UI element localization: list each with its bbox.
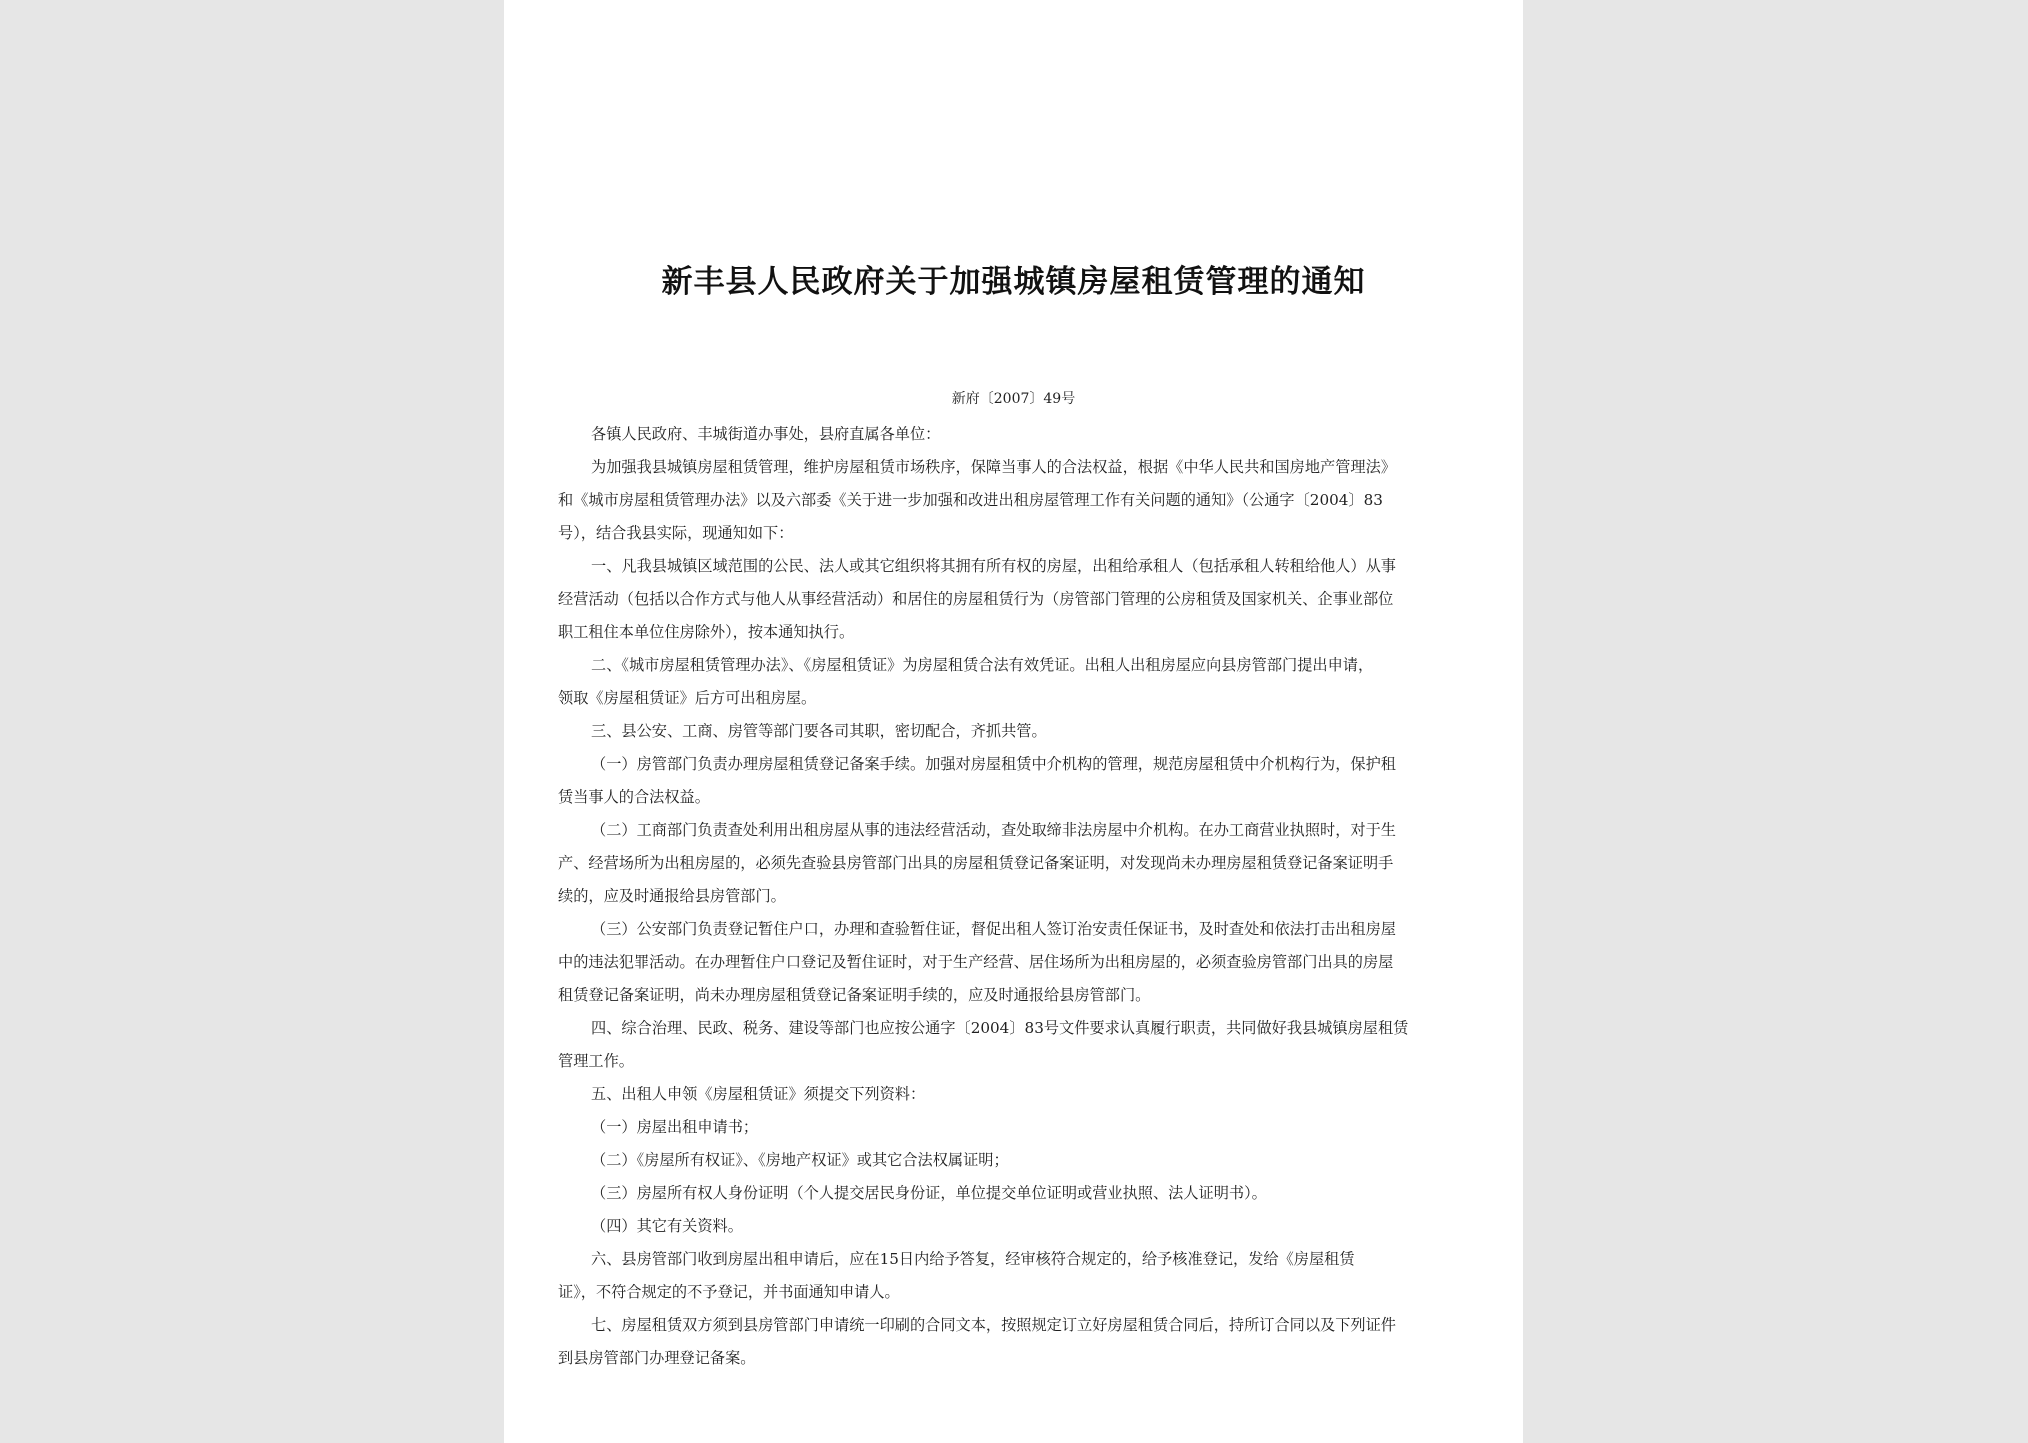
body-line: 为加强我县城镇房屋租赁管理，维护房屋租赁市场秩序，保障当事人的合法权益，根据《中华人民共和国房地产管理法》 [591, 458, 1396, 476]
body-line: （四）其它有关资料。 [591, 1217, 743, 1235]
body-line: （一）房管部门负责办理房屋租赁登记备案手续。加强对房屋租赁中介机构的管理，规范房屋租赁中介机构行为，保护租 [591, 755, 1396, 773]
body-line: 四、综合治理、民政、税务、建设等部门也应按公通字〔2004〕83号文件要求认真履行职责，共同做好我县城镇房屋租赁 [591, 1019, 1409, 1037]
body-line: 租赁登记备案证明，尚未办理房屋租赁登记备案证明手续的，应及时通报给县房管部门。 [558, 986, 1151, 1004]
body-line: 证》，不符合规定的不予登记，并书面通知申请人。 [558, 1283, 900, 1301]
body-line: （二）工商部门负责查处利用出租房屋从事的违法经营活动，查处取缔非法房屋中介机构。在办工商营业执照时，对于生 [591, 821, 1396, 839]
body-line: 五、出租人申领《房屋租赁证》须提交下列资料： [591, 1085, 926, 1103]
body-line: 六、县房管部门收到房屋出租申请后，应在15日内给予答复，经审核符合规定的，给予核准登记，发给《房屋租赁 [591, 1250, 1355, 1268]
document-title: 新丰县人民政府关于加强城镇房屋租赁管理的通知 [661, 264, 1366, 300]
body-line: 二、《城市房屋租赁管理办法》、《房屋租赁证》为房屋租赁合法有效凭证。出租人出租房屋应向县房管部门提出申请， [591, 656, 1374, 674]
body-line: 各镇人民政府、丰城街道办事处，县府直属各单位： [591, 425, 941, 443]
body-line: 赁当事人的合法权益。 [558, 788, 710, 806]
body-line: 到县房管部门办理登记备案。 [558, 1349, 756, 1367]
body-line: 七、房屋租赁双方须到县房管部门申请统一印刷的合同文本，按照规定订立好房屋租赁合同后，持所订合同以及下列证件 [591, 1316, 1396, 1334]
body-line: 一、凡我县城镇区域范围的公民、法人或其它组织将其拥有所有权的房屋，出租给承租人（包括承租人转租给他人）从事 [591, 557, 1396, 575]
body-line: （二）《房屋所有权证》、《房地产权证》或其它合法权属证明； [591, 1151, 1009, 1169]
body-line: 产、经营场所为出租房屋的，必须先查验县房管部门出具的房屋租赁登记备案证明，对发现尚未办理房屋租赁登记备案证明手 [558, 854, 1394, 872]
document-page [504, 0, 1523, 1443]
body-line: （三）公安部门负责登记暂住户口，办理和查验暂住证，督促出租人签订治安责任保证书，及时查处和依法打击出租房屋 [591, 920, 1396, 938]
body-line: 职工租住本单位住房除外），按本通知执行。 [558, 623, 855, 641]
body-line: 中的违法犯罪活动。在办理暂住户口登记及暂住证时，对于生产经营、居住场所为出租房屋的，必须查验房管部门出具的房屋 [558, 953, 1394, 971]
body-line: 经营活动（包括以合作方式与他人从事经营活动）和居住的房屋租赁行为（房管部门管理的公房租赁及国家机关、企事业部位 [558, 590, 1394, 608]
body-line: （三）房屋所有权人身份证明（个人提交居民身份证，单位提交单位证明或营业执照、法人证明书）。 [591, 1184, 1267, 1202]
body-line: 领取《房屋租赁证》后方可出租房屋。 [558, 689, 817, 707]
body-line: 和《城市房屋租赁管理办法》以及六部委《关于进一步加强和改进出租房屋管理工作有关问题的通知》（公通字〔2004〕83 [558, 491, 1383, 509]
body-line: 续的，应及时通报给县房管部门。 [558, 887, 786, 905]
body-line: （一）房屋出租申请书； [591, 1118, 759, 1136]
body-line: 管理工作。 [558, 1052, 634, 1070]
body-line: 三、县公安、工商、房管等部门要各司其职，密切配合，齐抓共管。 [591, 722, 1047, 740]
document-number: 新府〔2007〕49号 [951, 391, 1076, 407]
body-line: 号），结合我县实际，现通知如下： [558, 524, 794, 542]
